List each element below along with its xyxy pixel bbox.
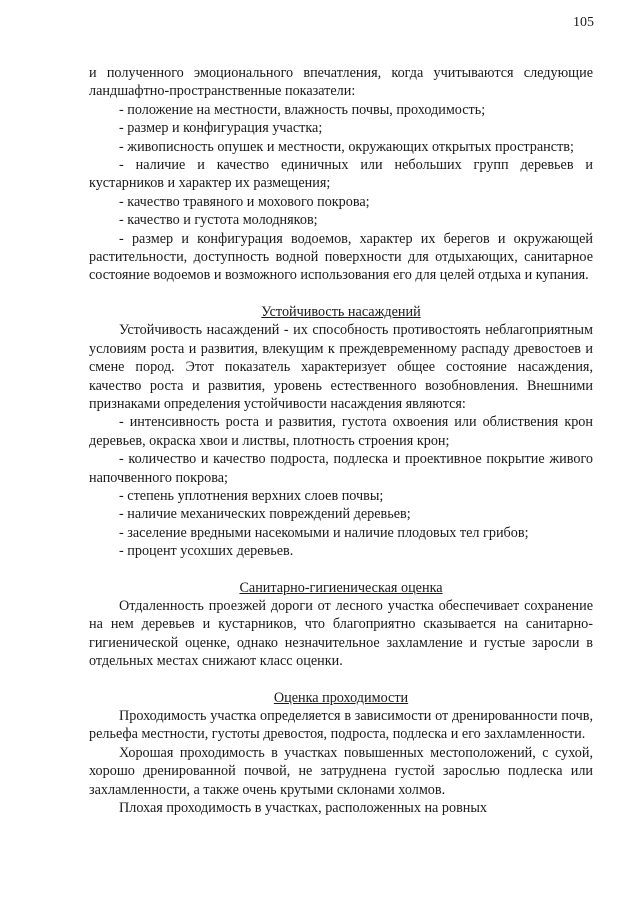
passability-paragraph: Хорошая проходимость в участках повышенных местоположений, с сухой, хорошо дренированной почвой, не затруднена густой зарослью подлеска или захламленности, а также очень крутыми склонами холмов. bbox=[89, 744, 593, 798]
intro-paragraph: и полученного эмоционального впечатления, когда учитываются следующие ландшафтно-пространственные показатели: bbox=[89, 65, 593, 100]
list-item: - степень уплотнения верхних слоев почвы; bbox=[119, 487, 384, 504]
section-heading-passability: Оценка проходимости bbox=[273, 689, 409, 706]
sanitary-paragraph: Отдаленность проезжей дороги от лесного участка обеспечивает сохранение на нем деревьев и кустарников, что благоприятно сказывается на санитарно-гигиенической оценке, однако незначительное захламление и густые заросли в отдельных местах снижают класс оценки. bbox=[89, 597, 593, 670]
list-item: - наличие механических повреждений деревьев; bbox=[119, 506, 411, 523]
list-item: - размер и конфигурация участка; bbox=[119, 120, 323, 137]
list-item: - процент усохших деревьев. bbox=[119, 543, 294, 560]
page-body bbox=[89, 64, 593, 817]
list-item: - количество и качество подроста, подлеска и проективное покрытие живого напочвенного покрова; bbox=[89, 451, 593, 486]
section-heading-sanitary: Санитарно-гигиеническая оценка bbox=[239, 579, 443, 596]
list-item: - наличие и качество единичных или небольших групп деревьев и кустарников и характер их размещения; bbox=[89, 157, 593, 192]
section-heading-stability: Устойчивость насаждений bbox=[261, 303, 421, 320]
list-item: - интенсивность роста и развития, густота охвоения или облиствения крон деревьев, окраска хвои и листвы, плотность строения крон; bbox=[89, 414, 593, 449]
list-item: - качество травяного и мохового покрова; bbox=[119, 193, 370, 210]
page-number: 105 bbox=[573, 15, 594, 30]
list-item: - размер и конфигурация водоемов, характер их берегов и окружающей растительности, доступность водной поверхности для отдыхающих, санитарное состояние водоемов и возможного использования его для целей отдыха и купания. bbox=[89, 230, 593, 284]
list-item: - живописность опушек и местности, окружающих открытых пространств; bbox=[119, 138, 574, 155]
passability-paragraph: Проходимость участка определяется в зависимости от дренированности почв, рельефа местности, густоты древостоя, подроста, подлеска и его захламленности. bbox=[89, 708, 593, 743]
list-item: - качество и густота молодняков; bbox=[119, 212, 318, 229]
list-item: - заселение вредными насекомыми и наличие плодовых тел грибов; bbox=[119, 524, 529, 541]
list-item: - положение на местности, влажность почвы, проходимость; bbox=[119, 101, 486, 118]
passability-paragraph: Плохая проходимость в участках, расположенных на ровных bbox=[119, 800, 488, 817]
stability-paragraph: Устойчивость насаждений - их способность противостоять неблагоприятным условиям роста и развития, влекущим к преждевременному распаду древостоев и смене пород. Этот показатель характеризует общее состояние насаждения, качество роста и развития, уровень естественного возобновления. Внешними признаками определения устойчивости насаждения являются: bbox=[89, 322, 593, 412]
